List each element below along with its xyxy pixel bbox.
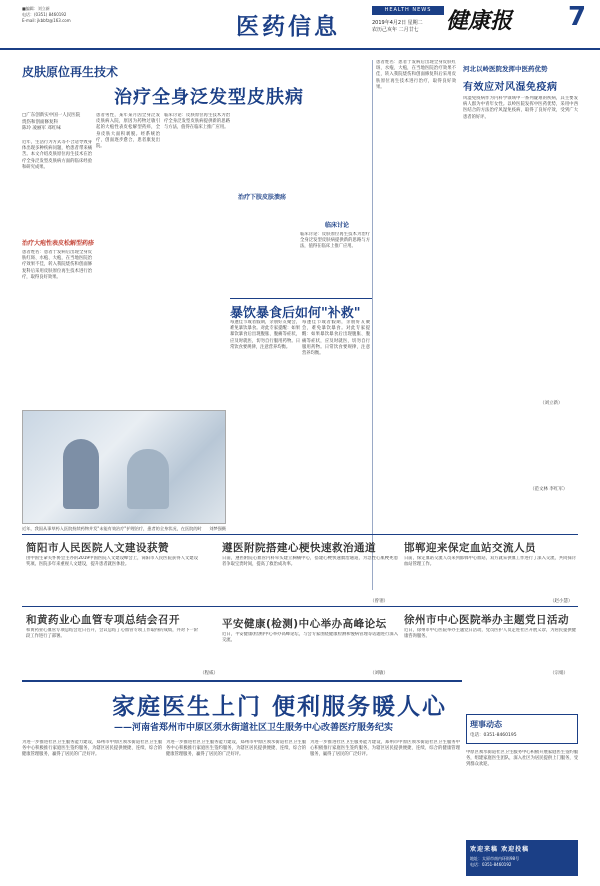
news-sign-5: （刘敏） <box>370 671 388 676</box>
right-sign-1: （刘立新） <box>540 401 563 406</box>
footer-contact <box>470 856 519 868</box>
news-body-2: 日前，遵医附院心血管内科牵头建立胸痛中心，搭建心梗快速救治通道，为急性心肌梗死患者争取宝贵时间，提高了救治成功率。 <box>222 556 398 568</box>
footer-box <box>466 840 578 876</box>
byline-authors: 陈玲 凌丽军 邓红味 <box>22 126 61 131</box>
news-rule-1 <box>22 534 578 535</box>
page-number: 7 <box>568 2 587 32</box>
lead-body-3: 患者男性，某年某月因全身泛发皮肤病入院，原因为药物过敏引起的大疱性表皮松解型药疹，全身皮肤大面积剥脱。经系统治疗，创面逐步愈合，患者康复出院。 <box>96 113 160 150</box>
news-title-5: 平安健康(检测)中心举办高峰论坛 <box>222 618 387 630</box>
banner-body-3: 为进一步推进社区卫生服务能力建设，郑州市中原区须水街道社区卫生服务中心积极推行家庭医生签约服务，为辖区居民提供便捷、连续、综合的健康管理服务，赢得了居民的广泛好评。 <box>310 740 460 758</box>
news-sign-4: （程威） <box>200 671 218 676</box>
newspaper-brand: 健康报 <box>446 8 513 34</box>
news-body-4: 和黄药业心血管专项总结会近日召开，会议总结了心血管专项工作取得的成绩，并对下一阶段工作进行了部署。 <box>26 628 198 640</box>
photo-credit: 刘梦强摄 <box>209 526 226 531</box>
lead-byline <box>22 113 80 133</box>
photo-figure-patient <box>127 449 169 509</box>
news-sign-6: （宗娟） <box>550 671 568 676</box>
lead-subhead-1: 治疗大疱性表皮松解型药疹 <box>22 240 95 247</box>
footer-slogan: 欢迎来稿 欢迎投稿 <box>470 846 530 853</box>
editor-email: E-mail: jkbbfz@163.com <box>22 18 71 23</box>
photo-figure-doctor <box>63 439 99 509</box>
news-body-1: 由中国生命关怀协会主办的2019中国医院人文建设峰会上，简阳市人民医院获得人文建设奖项。医院多年来重视人文建设，提升患者就医体验。 <box>26 556 198 568</box>
middle-title: 暴饮暴食后如何"补救" <box>230 306 361 321</box>
news-body-6: 近日，徐州市中心医院举办主题党日活动，党员医护人员走进社区开展义诊，为居民提供健康咨询服务。 <box>404 628 576 640</box>
section-title: 医药信息 <box>236 14 340 40</box>
news-title-3: 邯郸迎来保定血站交流人员 <box>404 542 536 554</box>
masthead <box>0 0 600 50</box>
lead-body-1: 近年，生活行为方式等不合适导致身体出现多种疾病问题，给患者带来痛苦。本文介绍皮肤原位再生技术在治疗全身泛发型皮肤病方面的临床经验和研究成果。 <box>22 140 92 170</box>
banner-rule <box>22 680 462 682</box>
promo-box <box>466 714 578 744</box>
issue-date <box>372 20 423 34</box>
news-sign-2: （曾翎） <box>370 599 388 604</box>
promo-phone: 电话：0351-8460195 <box>470 733 517 738</box>
mid-rule <box>230 298 372 299</box>
lead-photo <box>22 410 226 524</box>
news-title-1: 简阳市人民医院人文建设获赞 <box>26 542 169 554</box>
middle-body-2: 每逢佳节或者假期，亲朋好友聚会，难免暴饮暴食。对此专家提醒：如果暴饮暴食后出现腹胀、腹痛等症状，应及时就医，切勿自行服用药物。日常饮食要规律，注意营养均衡。 <box>302 320 370 357</box>
middle-body-1: 每逢佳节或者假期，亲朋好友聚会，难免暴饮暴食。对此专家提醒：如果暴饮暴食后出现腹胀、腹痛等症状，应及时就医，切勿自行服用药物。日常饮食要规律，注意营养均衡。 <box>230 320 300 350</box>
banner-body-2: 为进一步推进社区卫生服务能力建设，郑州市中原区须水街道社区卫生服务中心积极推行家庭医生签约服务，为辖区居民提供便捷、连续、综合的健康管理服务，赢得了居民的广泛好评。 <box>166 740 306 758</box>
banner-body-right: 中原区须水街道社区卫生服务中心积极开展家庭医生签约服务，组建家庭医生团队，深入社区为居民提供上门服务，受到群众欢迎。 <box>466 750 578 768</box>
lead-subhead-2: 治疗下肢皮肤溃疡 <box>238 194 287 201</box>
news-title-2: 遵医附院搭建心梗快速救治通道 <box>222 542 376 554</box>
right-body: 风湿免疫病作为内科学领域中一系列疑难的疾病，其主要发病人群为中青年女性。以岭医院发挥中医药优势，采用中西医结合的方法治疗风湿免疫病，取得了良好疗效，受到广大患者的好评。 <box>463 96 578 120</box>
news-title-6: 徐州市中心医院举办主题党日活动 <box>404 614 569 626</box>
news-title-4: 和黄药业心血管专项总结会召开 <box>26 614 180 626</box>
banner-subtitle: ——河南省郑州市中原区须水街道社区卫生服务中心改善医疗服务纪实 <box>114 723 394 733</box>
news-body-5: 近日，平安健康(检测)中心举办高峰论坛，与会专家围绕健康检测和慢病管理等话题进行深入交流。 <box>222 632 398 644</box>
section-tags: HEALTH NEWS <box>372 6 444 15</box>
footer-phone: 电话：0351-8460192 <box>470 862 512 867</box>
news-rule-2 <box>22 606 578 607</box>
byline-department: 烧伤和创面修复科 <box>22 119 58 125</box>
column-divider <box>372 60 373 590</box>
photo-caption <box>22 526 226 532</box>
banner-body-1: 为进一步推进社区卫生服务能力建设，郑州市中原区须水街道社区卫生服务中心积极推行家庭医生签约服务，为辖区居民提供便捷、连续、综合的健康管理服务，赢得了居民的广泛好评。 <box>22 740 162 758</box>
footer-address: 地址：太原市南内环街98号 <box>470 856 520 861</box>
date-gregorian: 2019年4月2日 星期二 <box>372 20 423 26</box>
right-sign-2: （范文林 李红军） <box>530 487 568 492</box>
byline-hospital: □广东创新实中国一人民医院 <box>22 113 81 118</box>
lead-body-right: 患者姓名：患者于发病后出现全身皮肤红斑、水疱、大疱，在当地医院治疗效果不佳，转入我院烧伤和创面修复科后采用皮肤原位再生技术进行治疗，取得良好效果。 <box>376 60 456 90</box>
news-sign-3: （赵小慧） <box>550 599 573 604</box>
news-body-3: 日前，保定血站交流人员来到邯郸中心血站，双方就采供血工作进行了深入交流，共同探讨血站管理工作。 <box>404 556 576 568</box>
lead-kicker: 皮肤原位再生技术 <box>22 65 119 79</box>
editor-info <box>22 6 71 24</box>
editor-name: ■编辑：刘立新 <box>22 6 50 11</box>
promo-title: 理事动态 <box>470 720 502 729</box>
lead-body-2: 患者姓名：患者于发病后出现全身皮肤红斑、水疱、大疱，在当地医院治疗效果不佳，转入我院烧伤和创面修复科后采用皮肤原位再生技术进行治疗，取得良好效果。 <box>22 250 92 280</box>
lead-headline: 治疗全身泛发型皮肤病 <box>114 87 304 108</box>
right-title-2: 有效应对风湿免疫病 <box>463 82 558 93</box>
editor-phone: 电话：(0351) 8460192 <box>22 12 67 17</box>
banner-title: 家庭医生上门 便利服务暖人心 <box>112 694 448 720</box>
lead-subhead-3: 临床讨论 <box>325 222 350 229</box>
caption-text: 近年，我国从事草药入医院持续药物并发"未能有效治疗"护理治疗，患者的全身状况，在医院的时 <box>22 526 202 531</box>
right-title-1: 河北以岭医院发挥中医药优势 <box>463 65 548 73</box>
date-lunar: 农历己亥年 二月廿七 <box>372 27 419 33</box>
lead-body-4: 临床讨论：皮肤原位再生技术为治疗全身泛发型皮肤病提供新的思路与方法，值得在临床上推广应用。 <box>164 113 230 131</box>
lead-body-5: 临床讨论：皮肤原位再生技术为治疗全身泛发型皮肤病提供新的思路与方法，值得在临床上推广应用。 <box>300 232 370 250</box>
